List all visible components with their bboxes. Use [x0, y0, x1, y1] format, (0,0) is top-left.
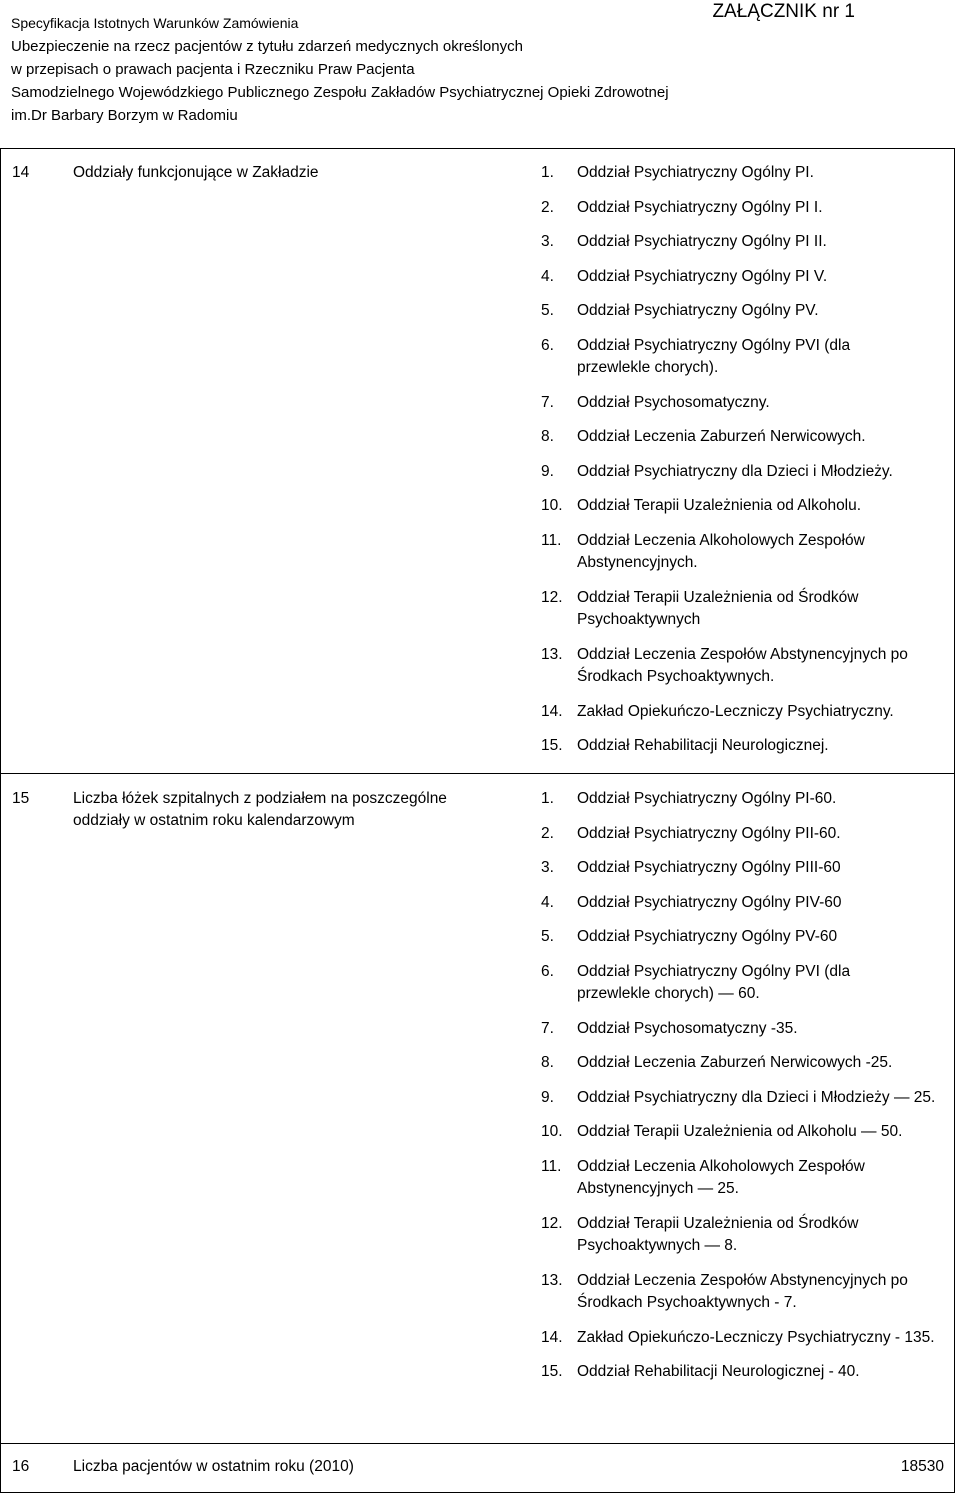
list-item	[541, 961, 867, 1006]
item-text: Oddział Psychosomatyczny.	[577, 393, 770, 411]
item-number: 7.	[541, 393, 554, 411]
item-text: Oddział Psychiatryczny Ogólny PIV-60	[577, 893, 842, 911]
table-row	[0, 149, 955, 774]
item-text: Oddział Psychiatryczny Ogólny PVI (dla przewlekle chorych).	[577, 336, 851, 376]
item-text: Oddział Psychiatryczny Ogólny PVI (dla przewlekle chorych) — 60.	[577, 962, 851, 1002]
item-number: 15.	[541, 737, 563, 754]
list-item	[541, 392, 951, 415]
item-text: Oddział Psychosomatyczny -35.	[577, 1019, 798, 1037]
item-number: 15.	[541, 1363, 563, 1380]
row-number: 15	[12, 790, 30, 807]
patient-count-value: 18530	[900, 1458, 944, 1475]
header-line: w przepisach o prawach pacjenta i Rzeczniku Praw Pacjenta	[11, 61, 415, 78]
item-text: Oddział Terapii Uzależnienia od Środków Psychoaktywnych	[577, 588, 859, 628]
item-text: Oddział Psychiatryczny Ogólny PIII-60	[577, 859, 841, 876]
list-item	[541, 1213, 907, 1258]
list-item	[541, 461, 951, 484]
item-number: 14.	[541, 702, 563, 720]
row-label: Oddziały funkcjonujące w Zakładzie	[73, 164, 319, 181]
item-number: 12.	[541, 588, 563, 606]
item-number: 7.	[541, 1019, 554, 1037]
item-number: 6.	[541, 962, 554, 980]
item-number: 3.	[541, 859, 554, 876]
item-text: Oddział Psychiatryczny Ogólny PI.	[577, 164, 814, 181]
item-text: Zakład Opiekuńczo-Leczniczy Psychiatryczny.	[577, 702, 894, 720]
item-text: Oddział Leczenia Alkoholowych Zespołów Abstynencyjnych.	[577, 531, 865, 571]
list-item	[541, 1327, 937, 1350]
row-number: 14	[12, 164, 30, 181]
annex-label: ZAŁĄCZNIK nr 1	[712, 1, 855, 22]
item-text: Oddział Rehabilitacji Neurologicznej.	[577, 737, 829, 754]
list-item	[541, 1018, 951, 1041]
department-list	[541, 162, 951, 758]
item-number: 3.	[541, 233, 554, 250]
list-item	[541, 1121, 951, 1144]
item-number: 2.	[541, 824, 554, 842]
item-number: 8.	[541, 1054, 554, 1071]
item-number: 8.	[541, 428, 554, 445]
item-text: Oddział Psychiatryczny Ogólny PI-60.	[577, 790, 837, 807]
item-text: Oddział Leczenia Zespołów Abstynencyjnych po Środkach Psychoaktywnych.	[577, 645, 908, 685]
item-text: Oddział Psychiatryczny dla Dzieci i Młodzieży.	[577, 462, 893, 480]
table-row	[0, 774, 955, 1444]
item-number: 12.	[541, 1214, 563, 1232]
row-number: 16	[12, 1458, 30, 1475]
list-item	[541, 335, 867, 380]
list-item	[541, 197, 951, 220]
item-number: 9.	[541, 1088, 554, 1106]
list-item	[541, 266, 951, 289]
item-text: Oddział Psychiatryczny Ogólny PI II.	[577, 233, 827, 250]
item-text: Zakład Opiekuńczo-Leczniczy Psychiatryczny - 135.	[577, 1328, 935, 1346]
item-number: 2.	[541, 198, 554, 216]
row-label: Liczba łóżek szpitalnych z podziałem na poszczególne oddziały w ostatnim roku kalendarzowym	[73, 790, 447, 829]
list-item	[541, 1052, 951, 1075]
item-text: Oddział Psychiatryczny Ogólny PV.	[577, 302, 819, 319]
list-item	[541, 926, 951, 949]
list-item	[541, 701, 951, 724]
item-number: 9.	[541, 462, 554, 480]
item-text: Oddział Leczenia Zespołów Abstynencyjnych po Środkach Psychoaktywnych - 7.	[577, 1271, 908, 1311]
item-number: 1.	[541, 790, 554, 807]
list-item	[541, 823, 951, 846]
item-number: 4.	[541, 267, 554, 285]
list-item	[541, 530, 907, 575]
item-number: 1.	[541, 164, 554, 181]
list-item	[541, 1087, 937, 1110]
list-item	[541, 644, 960, 689]
item-number: 13.	[541, 1271, 563, 1289]
item-number: 10.	[541, 1123, 563, 1140]
list-item	[541, 735, 951, 758]
item-number: 4.	[541, 893, 554, 911]
list-item	[541, 1361, 951, 1384]
list-item	[541, 162, 951, 185]
header-line: Ubezpieczenie na rzecz pacjentów z tytułu zdarzeń medycznych określonych	[11, 38, 523, 55]
row-label: Liczba pacjentów w ostatnim roku (2010)	[73, 1458, 354, 1475]
item-number: 5.	[541, 302, 554, 319]
item-number: 14.	[541, 1328, 563, 1346]
header-line: Specyfikacja Istotnych Warunków Zamówienia	[11, 15, 299, 31]
list-item	[541, 300, 951, 323]
item-text: Oddział Terapii Uzależnienia od Alkoholu.	[577, 497, 862, 514]
list-item	[541, 426, 951, 449]
table-row	[0, 1444, 955, 1493]
list-item	[541, 1156, 907, 1201]
item-number: 5.	[541, 928, 554, 945]
list-item	[541, 1270, 960, 1315]
item-text: Oddział Leczenia Zaburzeń Nerwicowych.	[577, 428, 866, 445]
document-header	[11, 12, 951, 127]
list-item	[541, 495, 951, 518]
list-item	[541, 231, 951, 254]
item-text: Oddział Psychiatryczny dla Dzieci i Młodzieży — 25.	[577, 1088, 936, 1106]
item-text: Oddział Psychiatryczny Ogólny PV-60	[577, 928, 838, 945]
item-text: Oddział Psychiatryczny Ogólny PI V.	[577, 267, 828, 285]
item-number: 10.	[541, 497, 563, 514]
list-item	[541, 788, 951, 811]
item-number: 13.	[541, 645, 563, 663]
list-item	[541, 857, 951, 880]
item-number: 11.	[541, 531, 562, 549]
header-line: Samodzielnego Wojewódzkiego Publicznego Zespołu Zakładów Psychiatrycznej Opieki Zdrowotnej	[11, 84, 669, 101]
header-line: im.Dr Barbary Borzym w Radomiu	[11, 107, 238, 124]
item-text: Oddział Psychiatryczny Ogólny PII-60.	[577, 824, 841, 842]
item-text: Oddział Terapii Uzależnienia od Alkoholu — 50.	[577, 1123, 903, 1140]
item-text: Oddział Leczenia Zaburzeń Nerwicowych -25.	[577, 1054, 893, 1071]
item-text: Oddział Psychiatryczny Ogólny PI I.	[577, 198, 823, 216]
item-text: Oddział Leczenia Alkoholowych Zespołów Abstynencyjnych — 25.	[577, 1157, 865, 1197]
data-table	[0, 148, 955, 1493]
list-item	[541, 587, 907, 632]
bed-count-list	[541, 788, 951, 1384]
item-text: Oddział Terapii Uzależnienia od Środków Psychoaktywnych — 8.	[577, 1214, 859, 1254]
item-text: Oddział Rehabilitacji Neurologicznej - 40.	[577, 1363, 860, 1380]
item-number: 6.	[541, 336, 554, 354]
list-item	[541, 892, 951, 915]
item-number: 11.	[541, 1157, 562, 1175]
